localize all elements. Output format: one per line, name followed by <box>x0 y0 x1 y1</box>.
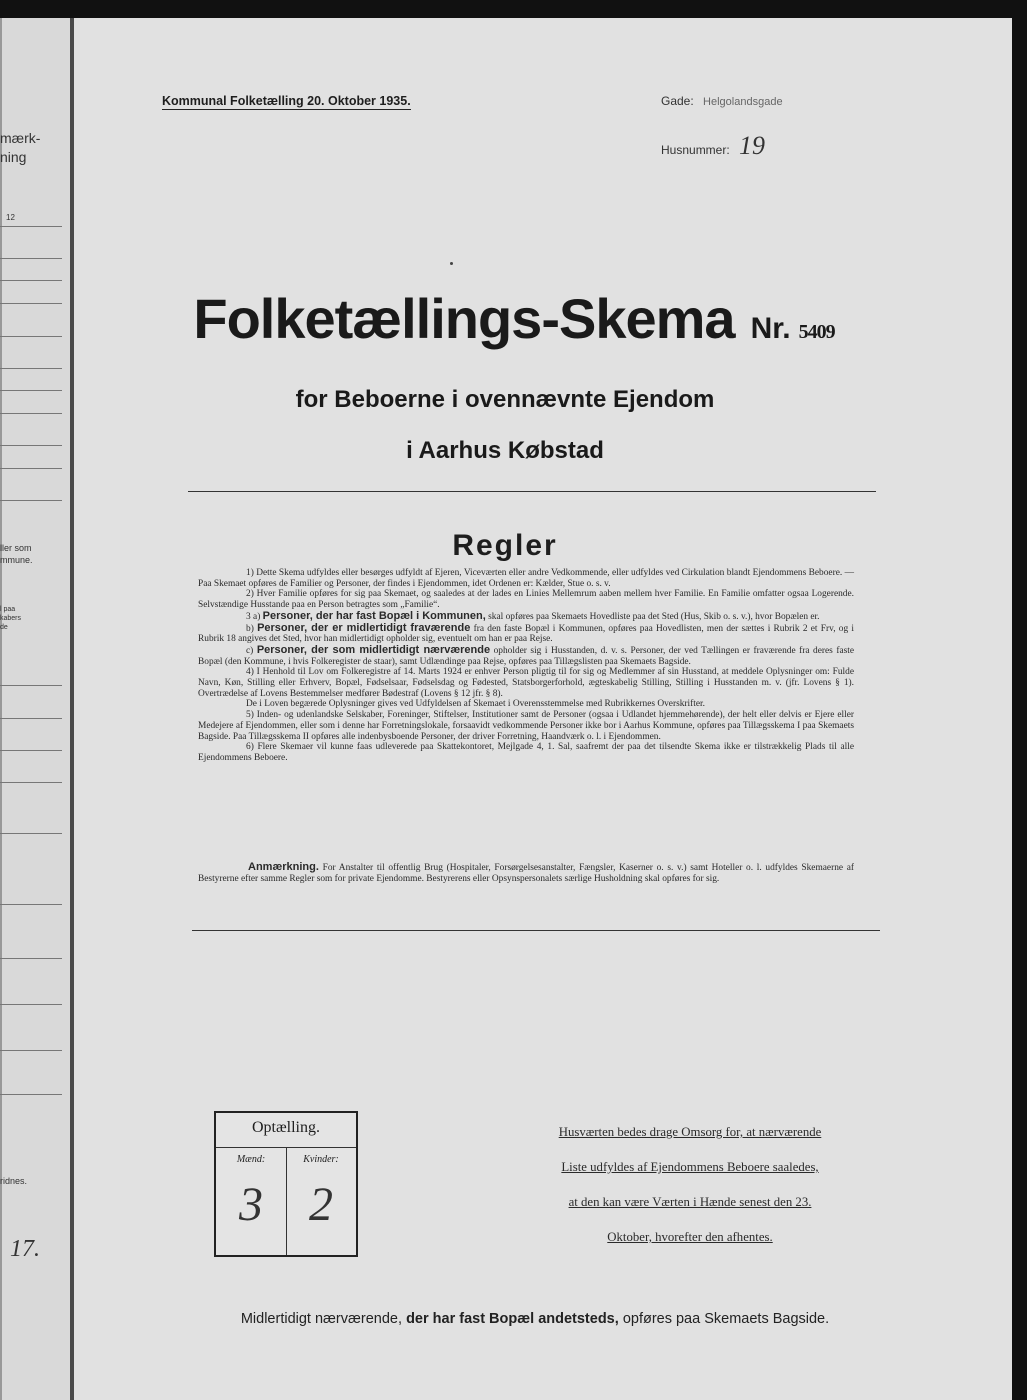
fragment-rule <box>0 226 62 227</box>
fragment-text: ller som <box>0 543 32 553</box>
form-subtitle-2: i Aarhus Købstad <box>406 437 604 464</box>
handwritten-number: 17. <box>10 1236 40 1262</box>
tally-men-value: 3 <box>239 1178 263 1231</box>
divider <box>192 930 880 931</box>
rule-3c <box>198 645 854 667</box>
fragment-text: mærk- <box>0 130 41 146</box>
rule-3b <box>198 623 854 645</box>
fragment-rule <box>0 413 62 414</box>
remark-label: Anmærkning. <box>248 861 319 873</box>
note-line <box>520 1185 860 1220</box>
fragment-text: ning <box>0 149 27 165</box>
fragment-text: 12 <box>6 213 15 222</box>
adjacent-page-fragment <box>0 18 70 1400</box>
house-number-label: Husnummer: <box>661 143 730 157</box>
fragment-rule <box>0 750 62 751</box>
footer-text-pre: Midlertidigt nærværende, <box>240 1311 403 1327</box>
remark-section <box>198 862 854 885</box>
tally-women-label: Kvinder: <box>303 1154 339 1165</box>
rules-body <box>198 568 854 764</box>
fragment-rule <box>0 958 62 959</box>
fragment-text: ridnes. <box>0 1176 28 1186</box>
fragment-rule <box>0 303 62 304</box>
census-form-page <box>74 18 1012 1400</box>
fragment-text: mmune. <box>0 555 33 565</box>
fragment-rule <box>0 258 62 259</box>
ink-speck <box>450 262 453 265</box>
rule-4-note: De i Loven begærede Oplysninger gives ved Udfyldelsen af Skemaet i Overensstemmelse med Rubrikkernes Overskrifter. <box>246 699 705 710</box>
note-line <box>520 1150 860 1185</box>
street-field <box>661 94 783 108</box>
fragment-rule <box>0 718 62 719</box>
tally-box <box>214 1111 358 1257</box>
tally-women-value: 2 <box>309 1178 333 1231</box>
tally-men-label: Mænd: <box>236 1154 266 1165</box>
fragment-rule <box>0 336 62 337</box>
rule-3b-number: b) <box>246 623 254 634</box>
form-title-main: Folketællings-Skema <box>193 287 735 350</box>
rule-3c-text: opholder sig i Husstanden, d. v. s. Personer, der ved Tællingen er fraværende fra deres faste Bopæl (den Kommune, i hvis Folkeregister de staar), samt Udlændinge paa Rejse, opføres paa Tillægslisten paa Skemaets Bagside. <box>198 645 855 667</box>
fragment-rule <box>0 280 62 281</box>
form-subtitle-1: for Beboerne i ovennævnte Ejendom <box>295 386 715 413</box>
note-text: at den kan være Værten i Hænde senest den 23. <box>568 1195 812 1209</box>
footer-text-post: opføres paa Skemaets Bagside. <box>622 1311 830 1327</box>
rule-4: 4) I Henhold til Lov om Folkeregistre af 14. Marts 1924 er enhver Person pligtig til for sig og Medlemmer af sin Husstand, at meddele Oplysninger om: Fulde Navn, Køn, Stilling eller Erhverv, Bopæl, Fødselsaar, Fødselsdag og Fødested, Statsborgerforhold, ægteskabelig Stilling, Stilling i Husstanden m. v. (jfr. Lovens § 1). Overtrædelse af Lovens Bestemmelser medfører Bødestraf (Lovens § 12 jfr. § 8). <box>198 667 854 699</box>
remark-paragraph <box>198 862 854 885</box>
house-number-value: 19 <box>739 131 766 160</box>
street-label: Gade: <box>661 94 694 108</box>
fragment-rule <box>0 468 62 469</box>
note-line <box>520 1220 860 1255</box>
rule-3a-number: 3 a) <box>246 611 261 622</box>
fragment-rule <box>0 833 62 834</box>
form-title <box>74 286 954 351</box>
fragment-text: kabers <box>0 615 22 622</box>
rule-2: 2) Hver Familie opføres for sig paa Skemaet, og saaledes at der lades en Linies Mellemrum aaben mellem hver Familie. En Familie omfatter ogsaa Logerende. Selvstændige Husstande paa en Person betragtes som „Familie“. <box>198 589 854 611</box>
footer-instruction <box>74 1311 996 1327</box>
form-number-value: 5409 <box>798 321 835 343</box>
note-line <box>520 1115 860 1150</box>
fragment-rule <box>0 782 62 783</box>
fragment-rule <box>0 1094 62 1095</box>
remark-text: For Anstalter til offentlig Brug (Hospitaler, Forsørgelsesanstalter, Fængsler, Kaserner o. s. v.) samt Hoteller o. l. udfyldes Skemaerne af Bestyrerne efter samme Regler som for private Ejendomme. Bestyrerens eller Opsynspersonalets særlige Husholdning skal opføres for sig. <box>198 863 855 884</box>
rule-3c-number: c) <box>246 645 254 656</box>
street-value: Helgolandsgade <box>703 96 783 108</box>
fragment-rule <box>0 390 62 391</box>
rule-3c-emphasis: Personer, der som midlertidigt nærværende <box>256 643 491 656</box>
note-text: Husværten bedes drage Omsorg for, at nærværende <box>558 1125 822 1139</box>
rule-3b-text: fra den faste Bopæl i Kommunen, opføres paa Hovedlisten, men der sættes i Rubrik 2 et Frv, og i Rubrik 18 angives det Sted, hvor han midlertidigt opholder sig, eventuelt om han er paa Rejse. <box>198 623 855 645</box>
note-text: Oktober, hvorefter den afhentes. <box>607 1230 773 1244</box>
landlord-note <box>520 1115 860 1255</box>
rule-3b-emphasis: Personer, der er midlertidigt fraværende <box>257 621 471 634</box>
house-number-field <box>661 131 765 161</box>
fragment-rule <box>0 904 62 905</box>
census-header: Kommunal Folketælling 20. Oktober 1935. <box>162 94 411 108</box>
rule-6: 6) Flere Skemaer vil kunne faas udleverede paa Skattekontoret, Mejlgade 4, 1. Sal, saafremt der paa det tilsendte Skema ikke er tilstrækkelig Plads til alle Ejendommens Beboere. <box>198 742 854 763</box>
rule-1: 1) Dette Skema udfyldes eller besørges udfyldt af Ejeren, Viceværten eller andre Vedkommende, eller udfyldes ved Cirkulation blandt Ejendommens Beboere. — Paa Skemaet opføres de Familier og Personer, der findes i Ejendommen, idet Ordenen er: Kælder, Stue o. s. v. <box>198 568 854 589</box>
rule-5: 5) Inden- og udenlandske Selskaber, Foreninger, Stiftelser, Institutioner samt de Personer (ogsaa i Udlandet hjemmehørende), der helt eller delvis er Ejere eller Medejere af Ejendommen, eller som i denne har Forretningslokale, forsaavidt vedkommende Personer ikke bor i Aarhus Kommune, opføres paa Tillægsskema I paa Skemaets Bagside. Paa Tillægsskema II opføres alle indenbysboende Personer, der driver Forretning, Haandværk o. l. i Ejendommen. <box>198 710 854 742</box>
fragment-rule <box>0 1050 62 1051</box>
fragment-rule <box>0 368 62 369</box>
footer-text-bold: der har fast Bopæl andetsteds, <box>406 1311 619 1327</box>
rule-3a-emphasis: Personer, der har fast Bopæl i Kommunen, <box>262 609 486 622</box>
form-number-label: Nr. <box>750 312 791 345</box>
fragment-rule <box>0 445 62 446</box>
fragment-rule <box>0 1004 62 1005</box>
rule-3a-text: skal opføres paa Skemaets Hovedliste paa det Sted (Hus, Skib o. s. v.), hvor Bopælen er. <box>488 611 820 622</box>
note-text: Liste udfyldes af Ejendommens Beboere saaledes, <box>561 1160 819 1174</box>
rules-heading: Regler <box>452 529 558 562</box>
fragment-rule <box>0 500 62 501</box>
fragment-text: l paa <box>0 606 16 613</box>
fragment-text: de <box>0 624 8 631</box>
divider <box>188 491 876 492</box>
fragment-rule <box>0 685 62 686</box>
tally-title: Optælling. <box>251 1119 320 1136</box>
